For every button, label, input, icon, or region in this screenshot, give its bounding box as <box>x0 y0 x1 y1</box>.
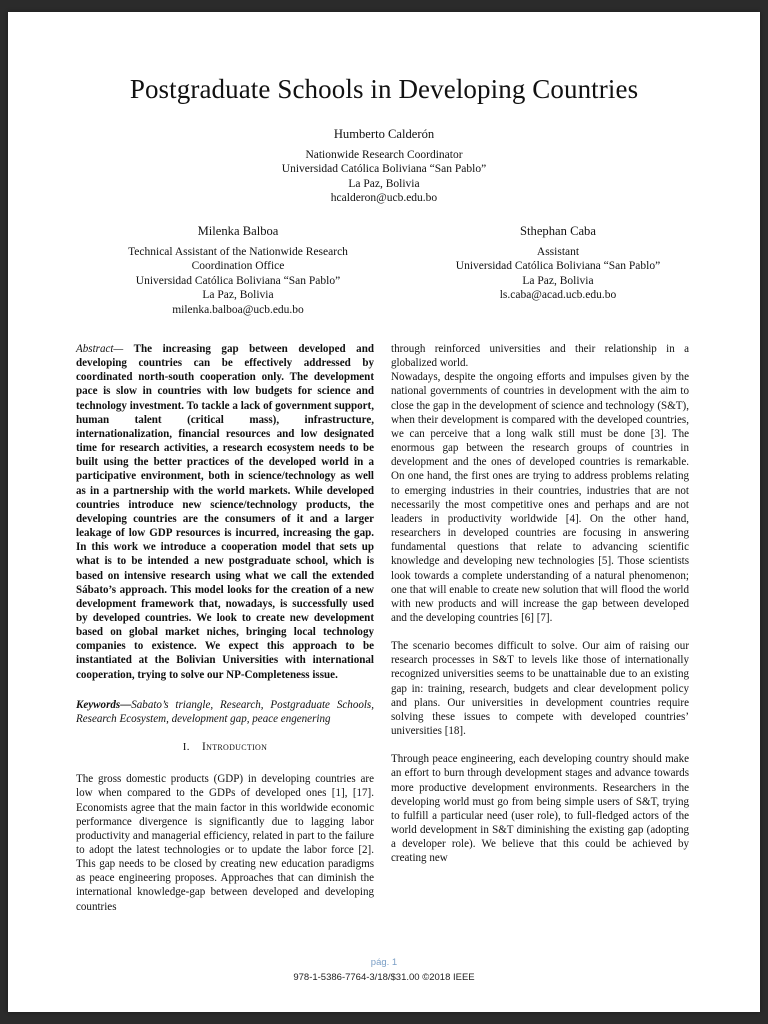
section-number: I. <box>182 741 190 754</box>
abstract-text: The increasing gap between developed and developing countries can be effectively addressed by coordinated north-south cooperation only. The development pace is slow in countries with low budgets for science and technology investment. To tackle a lack of government support, human talent (critical mass), infrastructure, internationalization, financial resources and low designated time for research activities, a research ecosystem needs to be built using the better practices of the developed world in a participative environment, both in science/technology as well as in a partnership with the world markets. While developed countries introduce new science/technology products, the developing countries are the consumers of it and a larger leakage of low GDP resources is incurred, increasing the gap. In this work we introduce a cooperation model that sets up what is to be intended a new postgraduate school, which is based on intensive research using what we call the extended Sábato’s approach. This model looks for the creation of a new development framework that, nowadays, is successfully used by developed countries. We look to create new development based on global market niches, bringing local technology companies to existence. We expect this approach to be instantiated at the Bolivian Universities with international cooperation, trying to solve our NP-Completeness issue. <box>76 343 374 681</box>
author-affiliation-line: Assistant <box>536 245 580 258</box>
body-paragraph: The scenario becomes difficult to solve. Our aim of raising our research processes in S&T to levels like those of internationally recognized universities seems to be unattainable due to an existing gap in: training, research, budgets and clear development policy and plans. Our universities in development countries require solving these issues to compete with developed countries’ universities [18]. <box>391 640 689 738</box>
author-affiliation-line: Universidad Católica Boliviana “San Pablo” <box>281 163 487 175</box>
author-name: Milenka Balboa <box>197 224 279 238</box>
author-affiliation-line: Coordination Office <box>191 260 285 272</box>
author-affiliation-line: Nationwide Research Coordinator <box>305 148 463 161</box>
keywords-label: Keywords— <box>76 698 132 711</box>
author-main <box>208 127 560 206</box>
body-paragraph: through reinforced universities and their relationship in a globalized world. <box>391 343 689 370</box>
author-affiliation-line: Universidad Católica Boliviana “San Pablo” <box>135 274 341 287</box>
author-affiliation-line: Technical Assistant of the Nationwide Research <box>128 245 348 258</box>
abstract <box>76 342 374 682</box>
section-title: Introduction <box>202 741 268 754</box>
author-left <box>88 224 388 317</box>
left-column <box>76 342 374 914</box>
paper-page <box>8 12 760 1012</box>
body-paragraph: The gross domestic products (GDP) in developing countries are low when compared to the GDPs of developed ones [1], [17]. Economists agree that the main factor in this worldwide economic performance divergence is significantly due to lagging labor productivity and managerial efficiency, related in part to the failure to adopt the latest technologies or to update the labor force [2]. This gap needs to be closed by creating new education paradigms as peace engineering proposes. Approaches that can diminish the international knowledge-gap between developed and developing countries <box>76 773 374 913</box>
keywords <box>76 698 374 726</box>
keywords-text: Sabato’s triangle, Research, Postgraduate Schools, Research Ecosystem, development gap, peace engenering <box>76 698 374 725</box>
author-affiliation-line: Universidad Católica Boliviana “San Pablo” <box>455 260 661 272</box>
author-email: ls.caba@acad.ucb.edu.bo <box>499 289 617 301</box>
section-heading <box>76 740 374 754</box>
author-affiliation-line: La Paz, Bolivia <box>522 274 594 287</box>
body-paragraph: Through peace engineering, each developing country should make an effort to burn through development stages and advance towards more productive development environments. Researchers in the developing world must go from being simple users of S&T, trying to fulfill a particular need (user role), to full-fledged actors of the world development in S&T diminishing the existing gap (adopting a developer role). We believe that this could be achieved by creating new <box>391 753 689 865</box>
body-paragraph: Nowadays, despite the ongoing efforts and impulses given by the national governments of countries in development with the aim to close the gap in the development of science and technology (S&T), when their development is compared with the developed countries, we can perceive that a long walk still must be done [3]. The enormous gap between the research groups of countries in development and the ones of developed countries is remarkable. On one hand, the first ones are trying to address problems relating to emerging industries in their countries, industries that are not necessarily the most competitive ones and perhaps and are not leaders in productivity worldwide [4]. On the other hand, researchers in developed countries are focusing in answering fundamental questions that relate to advancing scientific knowledge and developing new technologies [5]. Those scientists look towards a complete understanding of a natural phenomenon; one that will enable to create new solution that will flood the world with new products and will increase the gap between developed and the developing countries [6] [7]. <box>391 371 689 624</box>
author-name: Sthephan Caba <box>520 224 596 238</box>
author-affiliation-line: La Paz, Bolivia <box>348 177 420 190</box>
author-affiliation-line: La Paz, Bolivia <box>202 289 274 301</box>
abstract-label: Abstract— <box>76 343 124 355</box>
author-name: Humberto Calderón <box>333 127 435 141</box>
copyright-footer: 978-1-5386-7764-3/18/$31.00 ©2018 IEEE <box>293 972 475 983</box>
author-email: hcalderon@ucb.edu.bo <box>330 192 438 204</box>
author-right <box>418 224 698 303</box>
right-column <box>391 342 689 865</box>
paper-title: Postgraduate Schools in Developing Countries <box>129 74 639 104</box>
page-number: pág. 1 <box>370 957 398 968</box>
author-email: milenka.balboa@ucb.edu.bo <box>172 303 304 316</box>
